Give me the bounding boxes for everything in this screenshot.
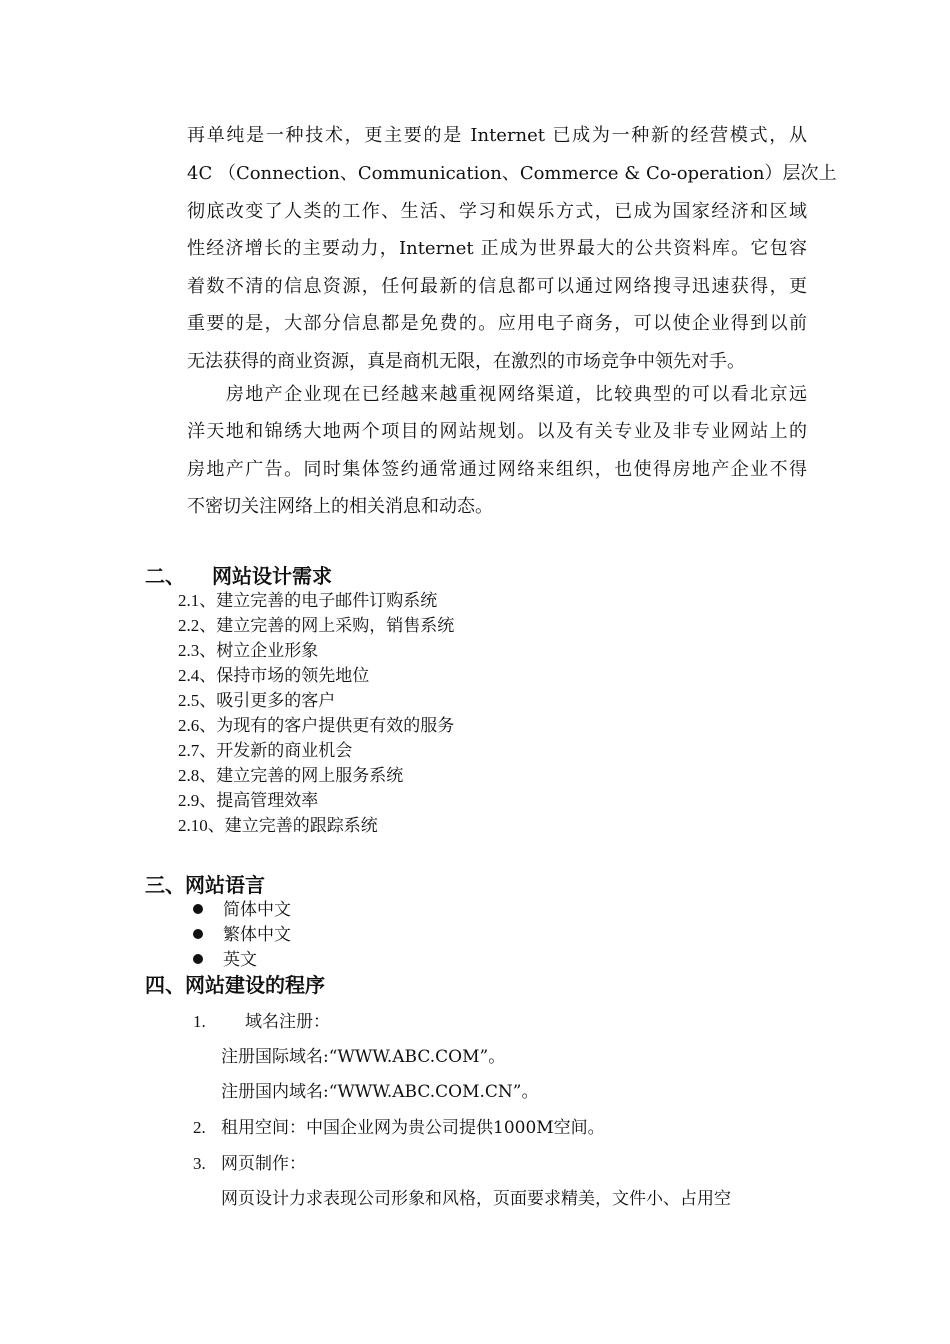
intro-paragraph-line: 再单纯是一种技术，更主要的是 Internet 已成为一种新的经营模式，从: [187, 125, 807, 146]
step1-intl-domain: 注册国际域名:“WWW.ABC.COM”。: [221, 1047, 506, 1067]
step1-domestic-domain: 注册国内域名:“WWW.ABC.COM.CN”。: [221, 1082, 539, 1102]
intro-paragraph-line: 4C （Connection、Communication、Commerce & Co-operation）层次上: [187, 163, 837, 184]
requirement-item: 2.4、保持市场的领先地位: [178, 666, 370, 685]
step2-text: 租用空间：中国企业网为贵公司提供1000M空间。: [221, 1118, 605, 1138]
language-label: 英文: [223, 950, 257, 970]
bullet-icon: [193, 954, 203, 964]
realestate-paragraph-line: 洋天地和锦绣大地两个项目的网站规划。以及有关专业及非专业网站上的: [187, 421, 807, 442]
requirement-item: 2.10、建立完善的跟踪系统: [178, 816, 378, 835]
requirement-item: 2.6、为现有的客户提供更有效的服务: [178, 716, 455, 735]
step3-number: 3.: [193, 1154, 206, 1173]
section2-heading: [145, 563, 332, 589]
step3-description: 网页设计力求表现公司形象和风格，页面要求精美，文件小、占用空: [221, 1189, 731, 1209]
requirement-item: 2.5、吸引更多的客户: [178, 691, 336, 710]
section2-number: 二、: [145, 564, 185, 588]
bullet-icon: [193, 904, 203, 914]
intro-paragraph-line: 重要的是，大部分信息都是免费的。应用电子商务，可以使企业得到以前: [187, 313, 807, 334]
step2-number: 2.: [193, 1118, 206, 1137]
requirement-item: 2.1、建立完善的电子邮件订购系统: [178, 591, 438, 610]
language-list-item: [193, 923, 291, 947]
intro-paragraph-line: 无法获得的商业资源，真是商机无限，在激烈的市场竞争中领先对手。: [187, 351, 745, 372]
language-list-item: [193, 948, 257, 972]
intro-paragraph-line: 性经济增长的主要动力，Internet 正成为世界最大的公共资料库。它包容: [187, 238, 807, 259]
section2-title: 网站设计需求: [212, 564, 332, 588]
step3-label: 网页制作：: [221, 1154, 306, 1174]
language-list-item: [193, 898, 291, 922]
requirement-item: 2.8、建立完善的网上服务系统: [178, 766, 404, 785]
section4-heading: 四、网站建设的程序: [145, 973, 325, 997]
language-label: 繁体中文: [223, 925, 291, 945]
language-label: 简体中文: [223, 900, 291, 920]
section3-heading: 三、网站语言: [145, 873, 265, 897]
realestate-paragraph-line: 房地产企业现在已经越来越重视网络渠道，比较典型的可以看北京远: [187, 384, 807, 405]
step1-number: 1.: [193, 1012, 206, 1031]
intro-paragraph-line: 彻底改变了人类的工作、生活、学习和娱乐方式，已成为国家经济和区域: [187, 201, 807, 222]
step1-label: 域名注册：: [245, 1012, 330, 1032]
requirement-item: 2.7、开发新的商业机会: [178, 741, 353, 760]
requirement-item: 2.9、提高管理效率: [178, 791, 319, 810]
realestate-paragraph-line: 房地产广告。同时集体签约通常通过网络来组织，也使得房地产企业不得: [187, 459, 807, 480]
requirement-item: 2.3、树立企业形象: [178, 641, 319, 660]
intro-paragraph-line: 着数不清的信息资源，任何最新的信息都可以通过网络搜寻迅速获得，更: [187, 276, 807, 297]
realestate-paragraph-line: 不密切关注网络上的相关消息和动态。: [187, 496, 493, 517]
bullet-icon: [193, 929, 203, 939]
requirement-item: 2.2、建立完善的网上采购，销售系统: [178, 616, 455, 635]
